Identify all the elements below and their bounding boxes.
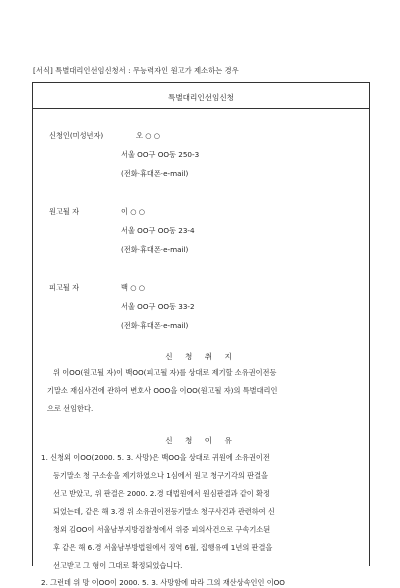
document-title: 특별대리인선임신청 xyxy=(167,93,235,102)
reason-heading: 신 청 이 유 xyxy=(165,436,237,445)
reason-line: 선고받고 그 형이 그대로 확정되었습니다. xyxy=(53,561,183,570)
purpose-line: 기말소 재심사건에 관하여 변호사 OOO을 이OO(원고될 자)의 특별대리인 xyxy=(47,386,278,395)
purpose-line: 위 이OO(원고될 자)이 백OO(피고될 자)를 상대로 제기할 소유권이전등 xyxy=(53,368,277,377)
party-role: 피고될 자 xyxy=(49,283,80,292)
party-address: 서울 OO구 OO동 33-2 xyxy=(121,302,195,311)
reason-line: 되었는데, 같은 해 3.경 위 소유권이전등기말소 청구사건과 관련하여 신 xyxy=(53,507,275,516)
reason-line: 선고 받았고, 위 판결은 2000. 2.경 대법원에서 원심판결과 같이 확정 xyxy=(53,489,270,498)
purpose-heading: 신 청 취 지 xyxy=(165,352,237,361)
party-address: 서울 OO구 OO동 23-4 xyxy=(121,226,195,235)
party-name: 이 ○ ○ xyxy=(121,207,146,216)
purpose-paragraph xyxy=(47,364,278,418)
party-address: 서울 OO구 OO동 250-3 xyxy=(121,150,200,159)
document-frame xyxy=(32,82,370,587)
title-divider xyxy=(33,108,369,109)
party-role: 원고될 자 xyxy=(49,207,80,216)
party-contact: (전화·휴대폰·e-mail) xyxy=(121,169,189,178)
reason-paragraph-1 xyxy=(41,449,275,575)
party-role: 신청인(미성년자) xyxy=(49,131,104,140)
reason-line: 청외 김OO이 서울남부지방검찰청에서 위증 피의사건으로 구속기소된 xyxy=(53,525,271,534)
reason-line: 1. 신청외 이OO(2000. 5. 3. 사망)은 백OO을 상대로 귀원에 소유권이전 xyxy=(41,453,270,462)
purpose-line: 으로 선임한다. xyxy=(47,404,94,413)
reason-line: 등기말소 청 구소송을 제기하였으나 1심에서 원고 청구기각의 판결을 xyxy=(53,471,268,480)
reason-line: 2. 그런데 위 망 이OO이 2000. 5. 3. 사망함에 따라 그의 재산상속인인 이OO xyxy=(41,578,285,587)
party-name: 오 ○ ○ xyxy=(136,131,161,140)
reason-line: 후 같은 해 6.경 서울남부방법원에서 징역 6월, 집행유예 1년의 판결을 xyxy=(53,543,273,552)
form-caption: [서식] 특별대리인선임신청서 : 무능력자인 원고가 제소하는 경우 xyxy=(33,66,239,75)
party-name: 백 ○ ○ xyxy=(121,283,146,292)
party-contact: (전화·휴대폰·e-mail) xyxy=(121,245,189,254)
party-contact: (전화·휴대폰·e-mail) xyxy=(121,321,189,330)
